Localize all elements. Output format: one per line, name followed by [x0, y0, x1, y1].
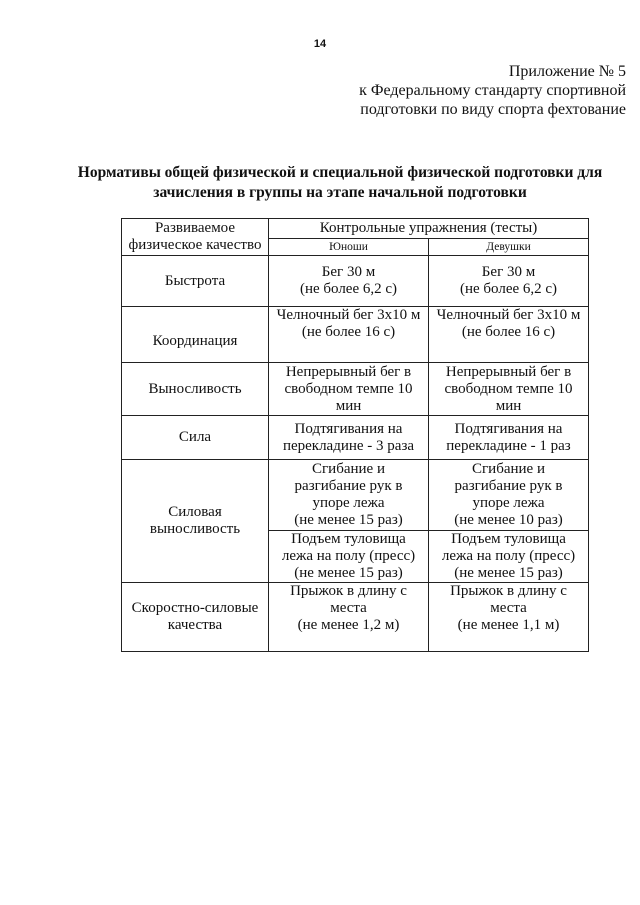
test-line: разгибание рук в — [294, 478, 403, 494]
boys-test-cell — [269, 363, 429, 416]
girls-test-cell — [429, 583, 589, 652]
test-line: упоре лежа — [472, 495, 545, 511]
test-line: (не менее 15 раз) — [294, 565, 403, 581]
test-line: Бег 30 м — [481, 264, 536, 280]
test-line: (не менее 1,2 м) — [297, 617, 400, 633]
girls-test-cell — [429, 416, 589, 460]
page-number: 14 — [313, 38, 327, 50]
title-line: Нормативы общей физической и специальной физической подготовки для — [77, 164, 603, 181]
quality-cell — [122, 460, 269, 583]
test-line: Прыжок в длину с — [290, 583, 407, 599]
test-line: (не более 16 с) — [461, 324, 556, 340]
quality-line: Скоростно-силовые — [131, 600, 259, 616]
quality-line: Выносливость — [148, 380, 242, 397]
test-line: (не более 6,2 с) — [459, 281, 558, 297]
appendix-line: подготовки по виду спорта фехтование — [360, 101, 626, 118]
girls-test-cell — [429, 531, 589, 583]
test-line: Непрерывный бег в — [445, 363, 572, 380]
appendix-line: к Федеральному стандарту спортивной — [359, 82, 626, 99]
boys-test-cell — [269, 460, 429, 531]
test-line: Подтягивания на — [454, 420, 563, 437]
test-line: (не более 16 с) — [301, 324, 396, 340]
test-line: перекладине - 3 раза — [282, 437, 415, 454]
boys-test-cell — [269, 256, 429, 307]
test-line: лежа на полу (пресс) — [441, 548, 576, 564]
document-title — [60, 163, 620, 203]
test-line: свободном темпе 10 — [444, 380, 573, 397]
girls-test-cell — [429, 460, 589, 531]
header-boys-cell: Юноши — [269, 239, 429, 256]
test-line: Сгибание и — [472, 461, 545, 477]
test-line: Подъем туловища — [451, 531, 566, 547]
header-quality-line: Развиваемое — [154, 220, 236, 236]
header-tests-cell: Контрольные упражнения (тесты) — [269, 219, 589, 239]
quality-line: качества — [167, 617, 223, 633]
test-line: (не более 6,2 с) — [299, 281, 398, 297]
test-line: (не менее 15 раз) — [454, 565, 563, 581]
header-girls-cell: Девушки — [429, 239, 589, 256]
boys-test-cell — [269, 583, 429, 652]
title-line: зачисления в группы на этапе начальной подготовки — [153, 184, 527, 201]
quality-line: Силовая — [168, 504, 222, 520]
test-line: места — [330, 600, 367, 616]
test-line: Подтягивания на — [294, 420, 403, 437]
test-line: Сгибание и — [312, 461, 385, 477]
test-line: лежа на полу (пресс) — [281, 548, 416, 564]
quality-cell — [122, 307, 269, 363]
girls-test-cell — [429, 363, 589, 416]
quality-cell — [122, 256, 269, 307]
quality-cell — [122, 583, 269, 652]
test-line: мин — [495, 397, 522, 414]
quality-cell — [122, 416, 269, 460]
test-line: мин — [335, 397, 362, 414]
appendix-header — [359, 62, 626, 119]
test-line: (не менее 15 раз) — [294, 512, 403, 528]
girls-test-cell — [429, 307, 589, 363]
boys-test-cell — [269, 416, 429, 460]
test-line: Прыжок в длину с — [450, 583, 567, 599]
quality-cell — [122, 363, 269, 416]
quality-line: выносливость — [149, 521, 241, 537]
header-quality-cell — [122, 219, 269, 256]
standards-table — [121, 218, 589, 652]
girls-test-cell — [429, 256, 589, 307]
quality-line: Сила — [178, 429, 212, 445]
boys-test-cell — [269, 531, 429, 583]
test-line: перекладине - 1 раз — [446, 437, 571, 454]
header-quality-line: физическое качество — [128, 237, 262, 253]
test-line: разгибание рук в — [454, 478, 563, 494]
boys-test-cell — [269, 307, 429, 363]
test-line: свободном темпе 10 — [284, 380, 413, 397]
test-line: Непрерывный бег в — [285, 363, 412, 380]
test-line: Бег 30 м — [321, 264, 376, 280]
test-line: (не менее 1,1 м) — [457, 617, 560, 633]
quality-line: Быстрота — [164, 272, 226, 289]
test-line: упоре лежа — [312, 495, 385, 511]
test-line: Челночный бег 3х10 м — [276, 307, 421, 323]
test-line: места — [490, 600, 527, 616]
appendix-line: Приложение № 5 — [508, 63, 626, 80]
quality-line: Координация — [152, 333, 238, 349]
test-line: Челночный бег 3х10 м — [436, 307, 581, 323]
test-line: Подъем туловища — [291, 531, 406, 547]
test-line: (не менее 10 раз) — [454, 512, 563, 528]
